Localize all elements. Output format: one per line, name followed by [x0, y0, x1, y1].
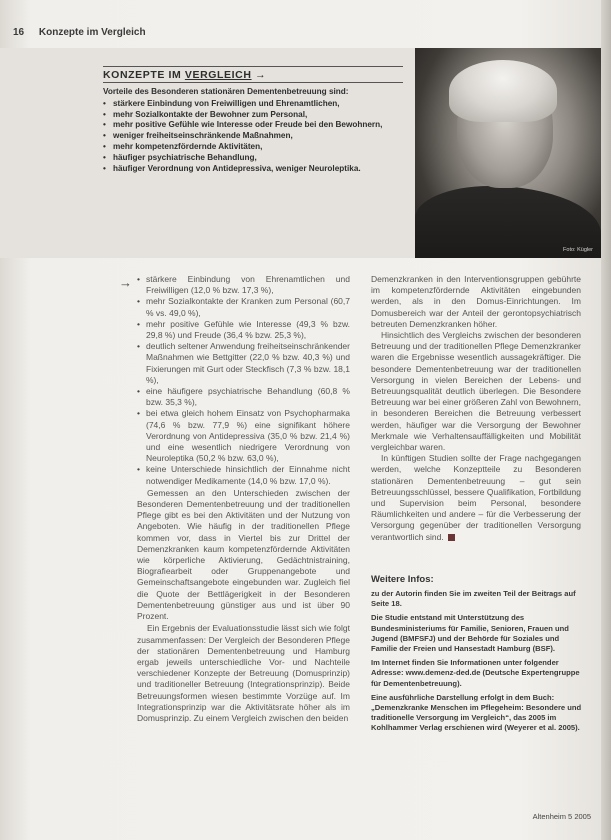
running-title: Konzepte im Vergleich — [38, 27, 146, 38]
info-item: Im Internet finden Sie Informationen unter folgender Adresse: www.demenz-ded.de (Deutsche Expertengruppe für Dementenbetreuung). — [371, 658, 580, 688]
continuation-arrow-icon: → — [119, 275, 132, 290]
body-paragraph-text: In künftigen Studien sollte der Frage nachgegangen werden, welche Konzeptteile zu Besonderen stationären Dementenbetreuung – gut sein Betreuungsschlüssel, bessere Qualifikation, Fortbildung und Supervision beim Personal, besondere Räumlichkeiten und andere – für die Verbesserung der Versorgung gegenüber der traditionellen Versorgung verantwortlich sind. — [371, 453, 581, 542]
body-paragraph — [371, 453, 581, 543]
article-column-1 — [137, 274, 350, 724]
info-item: zu der Autorin finden Sie im zweiten Teil der Beitrags auf Seite 18. — [371, 589, 576, 609]
summary-box — [103, 87, 423, 174]
body-paragraph: Ein Ergebnis der Evaluationsstudie lässt sich wie folgt zusammenfassen: Der Vergleich der Besonderen Pflege der stationären Dementenbetreuung und Hamburg ergab jeweils unterschiedliche Vor- und Nachteile verschiedener Konzepte der Betreuung (Domusprinzip) und traditioneller Betreuung (Integrationsprinzip). Beide Betreuungsformen wiesen bestimmte Vorzüge auf. Im Integrationsprinzip war die Aktivitätsrate höher als im Domusprinzip. Zu einem Vergleich zwischen den beiden — [137, 623, 350, 723]
summary-item: • mehr Sozialkontakte der Bewohner zum Personal, — [103, 110, 423, 121]
findings-list — [137, 274, 350, 487]
end-mark-icon — [448, 534, 455, 541]
findings-item: • eine häufigere psychiatrische Behandlung (60,8 % bzw. 35,3 %), — [137, 386, 350, 408]
findings-item: • keine Unterschiede hinsichtlich der Einnahme nicht notwendiger Medikamente (14,0 % bzw. 17,0 %). — [137, 464, 350, 486]
page-edge — [601, 0, 611, 840]
section-title — [103, 66, 403, 83]
section-title-underlined: VERGLEICH — [184, 69, 252, 81]
page-number: 16 — [13, 27, 25, 38]
running-header — [13, 27, 146, 38]
summary-lead: Vorteile des Besonderen stationären Dementenbetreuung sind: — [103, 87, 349, 96]
summary-item: • mehr positive Gefühle wie Interesse oder Freude bei den Bewohnern, — [103, 120, 423, 131]
body-paragraph: Hinsichtlich des Vergleichs zwischen der besonderen Betreuung und der traditionellen Pflege Demenzkranker waren die Ergebnisse wesentlich aussagekräftiger. Die besondere Dementenbetreuung war der traditionellen Versorgung in vielen Bereichen der Lebens- und Betreuungsqualität deutlich überlegen. Die Besondere Betreuung war bei einer größeren Zahl von Bewohnern, in besonderen Bereichen die Betreuung verbessert werden, häufiger war die Versorgung der Bewohner Merkmale wie Verhaltensauffälligkeiten und Mobilität vergleichbar waren. — [371, 330, 581, 453]
info-box — [371, 574, 586, 738]
summary-item: • mehr kompetenzfördernde Aktivitäten, — [103, 142, 423, 153]
summary-item: • stärkere Einbindung von Freiwilligen und Ehrenamtlichen, — [103, 99, 423, 110]
findings-item: • stärkere Einbindung von Ehrenamtlichen und Freiwilligen (12,0 % bzw. 17,3 %), — [137, 274, 350, 296]
findings-item: • mehr Sozialkontakte der Kranken zum Personal (60,7 % vs. 49,0 %), — [137, 296, 350, 318]
photo-figure-hair — [449, 60, 557, 122]
summary-list — [103, 99, 423, 175]
info-item: Eine ausführliche Darstellung erfolgt in dem Buch: „Demenzkranke Menschen im Pflegeheim: Besondere und traditionelle Versorgung im Vergleich“, das 2005 im Kohlhammer Verlag erschienen wird (Weyerer et al. 2005). — [371, 692, 582, 733]
findings-item: • deutlich seltener Anwendung freiheitseinschränkender Maßnahmen wie Bettgitter (22,0 % bzw. 40,3 %) und Fixierungen mit Gurt oder Steckfisch (7,3 % bzw. 18,1 %), — [137, 341, 350, 386]
section-title-prefix: KONZEPTE IM — [103, 69, 185, 81]
section-title-suffix: → — [251, 69, 267, 81]
page-footer: Altenheim 5 2005 — [532, 812, 591, 821]
summary-item: • häufiger psychiatrische Behandlung, — [103, 153, 423, 164]
findings-item: • mehr positive Gefühle wie Interesse (49,3 % bzw. 29,8 %) und Freude (36,4 % bzw. 25,3 %), — [137, 319, 350, 341]
info-title: Weitere Infos: — [371, 574, 434, 585]
body-paragraph: Gemessen an den Unterschieden zwischen der Besonderen Dementenbetreuung und der traditionellen Pflege gibt es bei den Aktivitäten und der Nutzung von Angeboten. Wie häufig in der traditionellen Pflege kommen vor, dass in Viertel bis zur Drittel der Demenzkranken kaum kompetenzfördernde Aktivitäten wie körperliche Aktivierung, Gedächtnistraining, Biografiearbeit oder Gruppenangebote und Gemeinschaftsangebote eingebunden war. Zugleich fiel die Quote der Bettlägerigkeit in der Besonderen Dementenbetreuung günstiger aus und ist über 90 Prozent. — [137, 487, 350, 622]
photo-credit: Foto: Kügler — [563, 247, 593, 253]
findings-item: • bei etwa gleich hohem Einsatz von Psychopharmaka (74,6 % bzw. 77,9 %) eine signifikant höhere Verordnung von Antidepressiva (35,0 % bzw. 21,4 %) und eine wesentlich niedrigere Verordnung von Neuroleptika (50,2 % bzw. 63,0 %), — [137, 408, 350, 464]
article-column-2 — [371, 274, 581, 543]
summary-item: • häufiger Verordnung von Antidepressiva, weniger Neuroleptika. — [103, 164, 423, 175]
body-paragraph: Demenzkranken in den Interventionsgruppen gebührte im kompetenzfördernde Aktivitäten eingebunden werden, als in den Domus-Einrichtungen. Im Domusbereich war der Anteil der gerontopsychiatrisch betreuten Demenzkranken höher. — [371, 274, 581, 329]
summary-item: • weniger freiheitseinschränkende Maßnahmen, — [103, 131, 423, 142]
portrait-photo — [415, 48, 601, 258]
info-item: Die Studie entstand mit Unterstützung des Bundesministeriums für Familie, Senioren, Frauen und Jugend (BMFSFJ) und der Behörde für Soziales und Familie der Freien und Hansestadt Hamburg (BSF). — [371, 613, 569, 654]
